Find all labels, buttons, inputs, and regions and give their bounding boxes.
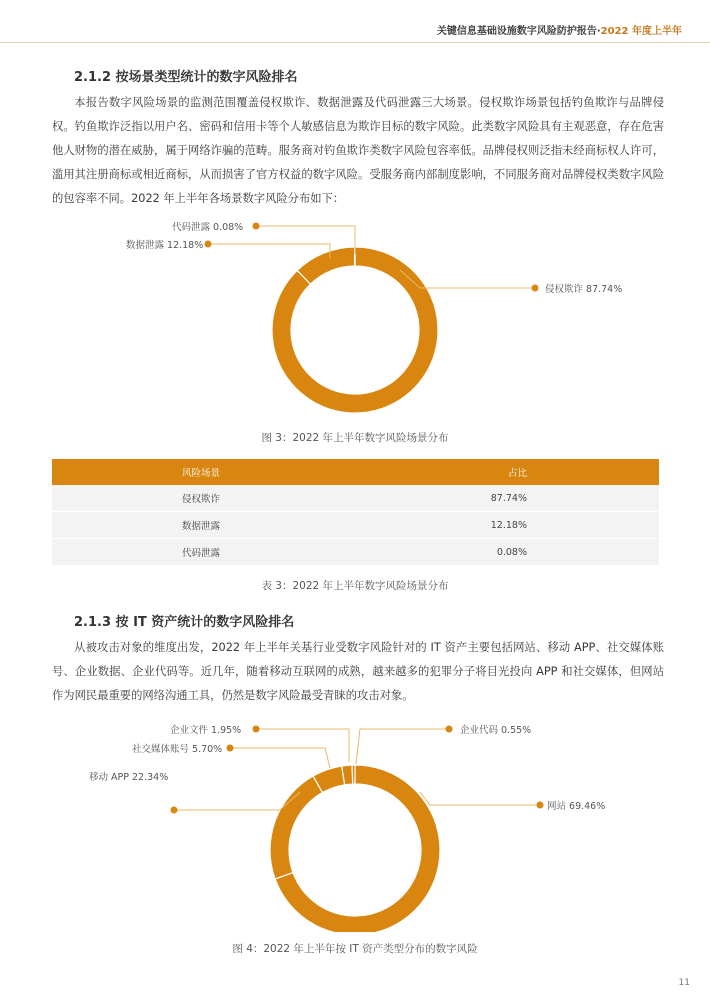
leader-data-leak: [208, 244, 330, 258]
figure-3-slices: [272, 247, 438, 413]
donut-slice-数据泄露: [297, 247, 354, 284]
donut-slice-侵权欺诈: [272, 247, 438, 413]
section-title-2-1-3: 2.1.3 按 IT 资产统计的数字风险排名: [74, 615, 295, 630]
marker-enterprise-code: [446, 726, 453, 733]
section-title-2-1-2: 2.1.2 按场景类型统计的数字风险排名: [74, 70, 298, 85]
table-row: [52, 539, 659, 566]
label-app: 移动 APP 22.34%: [89, 772, 169, 783]
figure-4-slices: [270, 765, 440, 932]
page-number: 11: [678, 978, 690, 988]
label-website: 网站 69.46%: [547, 801, 606, 812]
label-enterprise-doc: 企业文件 1.95%: [170, 725, 242, 736]
donut-slice-移动 APP: [270, 776, 322, 879]
section-2-1-3-paragraph: [52, 636, 664, 708]
table-header-row: [52, 459, 659, 485]
running-header: [437, 22, 682, 37]
marker-website: [537, 802, 544, 809]
table-cell-ratio: 12.18%: [356, 512, 660, 539]
label-infringe: 侵权欺诈 87.74%: [545, 284, 623, 295]
table-cell-ratio: 87.74%: [356, 485, 660, 512]
label-code-leak: 代码泄露 0.08%: [172, 222, 244, 233]
marker-app: [171, 807, 178, 814]
header-divider: [0, 42, 710, 43]
table-row: [52, 485, 659, 512]
marker-enterprise-doc: [253, 726, 260, 733]
marker-data-leak: [205, 241, 212, 248]
leader-enterprise-doc: [256, 729, 349, 762]
leader-enterprise-code: [356, 729, 449, 764]
figure-3-donut-chart: [0, 210, 710, 425]
table-3-caption: 表 3：2022 年上半年数字风险场景分布: [261, 580, 449, 592]
section-2-1-3-text: 从被攻击对象的维度出发，2022 年上半年关基行业受数字风险针对的 IT 资产主要包括网站、移动 APP、社交媒体账号、企业数据、企业代码等。近几年，随着移动互联网的成熟，越来越多的犯罪分子将目光投向 APP 和社交媒体，但网站作为网民最重要的网络沟通工具，仍然是数字风险最受青睐的攻击对象。: [52, 641, 664, 702]
table-row: [52, 512, 659, 539]
figure-3-caption: 图 3：2022 年上半年数字风险场景分布: [261, 432, 449, 444]
label-enterprise-code: 企业代码 0.55%: [460, 725, 532, 736]
leader-website: [420, 792, 540, 805]
section-2-1-2-text: 本报告数字风险场景的监测范围覆盖侵权欺诈、数据泄露及代码泄露三大场景。侵权欺诈场景包括钓鱼欺诈与品牌侵权。钓鱼欺诈泛指以用户名、密码和信用卡等个人敏感信息为欺诈目标的数字风险。此类数字风险具有主观恶意，存在危害他人财物的潜在威胁，属于网络诈骗的范畴。服务商对钓鱼欺诈类数字风险包容率低。品牌侵权则泛指未经商标权人许可，滥用其注册商标或相近商标，从而损害了官方权益的数字风险。受服务商内部制度影响，不同服务商对品牌侵权类数字风险的包容率不同。2022 年上半年各场景数字风险分布如下：: [52, 96, 664, 205]
label-social: 社交媒体账号 5.70%: [132, 744, 223, 755]
leader-social: [230, 748, 330, 768]
marker-code-leak: [253, 223, 260, 230]
table-cell-scenario: 侵权欺诈: [52, 485, 356, 512]
header-period: 2022 年度上半年: [600, 26, 682, 37]
marker-social: [227, 745, 234, 752]
header-title: 关键信息基础设施数字风险防护报告·: [436, 26, 601, 37]
table-cell-scenario: 代码泄露: [52, 539, 356, 566]
table-cell-scenario: 数据泄露: [52, 512, 356, 539]
table-cell-ratio: 0.08%: [356, 539, 660, 566]
marker-infringe: [532, 285, 539, 292]
risk-scenario-table: [52, 459, 659, 566]
label-data-leak: 数据泄露 12.18%: [126, 240, 204, 251]
section-2-1-2-paragraph: [52, 91, 664, 211]
table-header-scenario: 风险场景: [52, 459, 356, 485]
donut-slice-企业代码: [352, 765, 355, 784]
figure-4-caption: 图 4：2022 年上半年按 IT 资产类型分布的数字风险: [232, 943, 478, 955]
table-header-ratio: 占比: [356, 459, 660, 485]
figure-4-donut-chart: [0, 712, 710, 932]
